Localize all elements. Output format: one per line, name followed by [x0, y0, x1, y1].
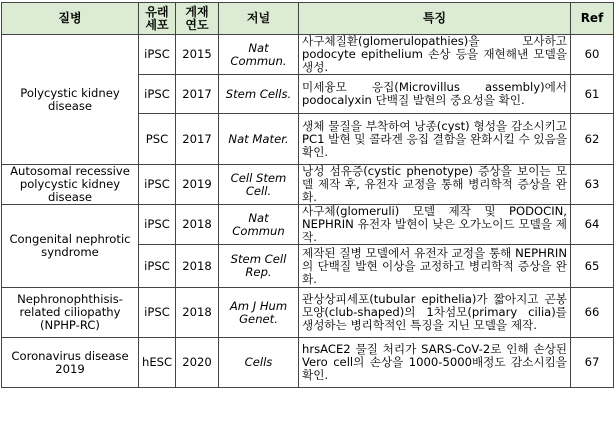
pub-year: 2015 — [176, 35, 219, 75]
disease-cell: Coronavirus disease 2019 — [2, 338, 139, 388]
disease-model-table — [1, 2, 614, 388]
cell-source: PSC — [139, 114, 176, 165]
feature: hrsACE2 물질 처리가 SARS-CoV-2로 인해 손상된 Vero cell의 손상을 1000-5000배정도 감소시킴을 확인. — [299, 338, 571, 388]
journal: Nat Mater. — [219, 114, 299, 165]
pub-year: 2018 — [176, 245, 219, 288]
header-journal: 저널 — [219, 3, 299, 35]
pub-year: 2020 — [176, 338, 219, 388]
table-row — [2, 338, 614, 388]
journal: Stem Cell Rep. — [219, 245, 299, 288]
cell-source: iPSC — [139, 165, 176, 205]
feature: 사구체질환(glomerulopathies)을 모사하고 podocyte epithelium 손상 등을 재현해낸 모델을 생성. — [299, 35, 571, 75]
ref: 62 — [571, 114, 614, 165]
disease-cell: Congenital nephrotic syndrome — [2, 205, 139, 288]
journal: Stem Cells. — [219, 75, 299, 114]
pub-year: 2018 — [176, 288, 219, 338]
feature: 낭성 섬유증(cystic phenotype) 증상을 보이는 모델 제작 후, 유전자 교정을 통해 병리학적 증상을 완화. — [299, 165, 571, 205]
table-row — [2, 35, 614, 75]
cell-source: iPSC — [139, 288, 176, 338]
feature: 제작된 질병 모델에서 유전자 교정을 통해 NEPHRIN의 단백질 발현 이상을 교정하고 병리학적 증상을 완화. — [299, 245, 571, 288]
table-row — [2, 205, 614, 245]
ref: 65 — [571, 245, 614, 288]
pub-year: 2019 — [176, 165, 219, 205]
journal: Nat Commun — [219, 205, 299, 245]
header-cell-label: 유래 세포 — [145, 4, 169, 32]
ref: 67 — [571, 338, 614, 388]
ref: 61 — [571, 75, 614, 114]
table-row — [2, 165, 614, 205]
ref: 66 — [571, 288, 614, 338]
table-row — [2, 288, 614, 338]
pub-year: 2017 — [176, 75, 219, 114]
header-year — [176, 3, 219, 35]
cell-source: iPSC — [139, 35, 176, 75]
header-cell — [139, 3, 176, 35]
ref: 64 — [571, 205, 614, 245]
feature: 미세융모 응집(Microvillus assembly)에서 podocalyxin 단백질 발현의 중요성을 확인. — [299, 75, 571, 114]
feature: 사구체(glomeruli) 모델 제작 및 PODOCIN, NEPHRIN 유전자 발현이 낮은 오가노이드 모델을 제작. — [299, 205, 571, 245]
header-ref: Ref — [571, 3, 614, 35]
ref: 60 — [571, 35, 614, 75]
cell-source: iPSC — [139, 205, 176, 245]
disease-cell: Autosomal recessive polycystic kidney disease — [2, 165, 139, 205]
feature: 관상상피세포(tubular epithelia)가 짧아지고 곤봉모양(club-shaped)의 1차섬모(primary cilia)를 생성하는 병리학적인 특징을 지닌 모델을 제작. — [299, 288, 571, 338]
cell-source: hESC — [139, 338, 176, 388]
header-disease: 질병 — [2, 3, 139, 35]
pub-year: 2018 — [176, 205, 219, 245]
journal: Nat Commun. — [219, 35, 299, 75]
feature: 생체 물질을 부착하여 낭종(cyst) 형성을 감소시키고 PC1 발현 및 콜라겐 응집 결함을 완화시킬 수 있음을 확인. — [299, 114, 571, 165]
cell-source: iPSC — [139, 75, 176, 114]
disease-cell: Nephronophthisis-related ciliopathy (NPHP-RC) — [2, 288, 139, 338]
journal: Am J Hum Genet. — [219, 288, 299, 338]
ref: 63 — [571, 165, 614, 205]
header-row — [2, 3, 614, 35]
journal: Cell Stem Cell. — [219, 165, 299, 205]
pub-year: 2017 — [176, 114, 219, 165]
header-year-label: 게재 연도 — [185, 4, 209, 32]
journal: Cells — [219, 338, 299, 388]
cell-source: iPSC — [139, 245, 176, 288]
header-feature: 특징 — [299, 3, 571, 35]
disease-cell: Polycystic kidney disease — [2, 35, 139, 165]
